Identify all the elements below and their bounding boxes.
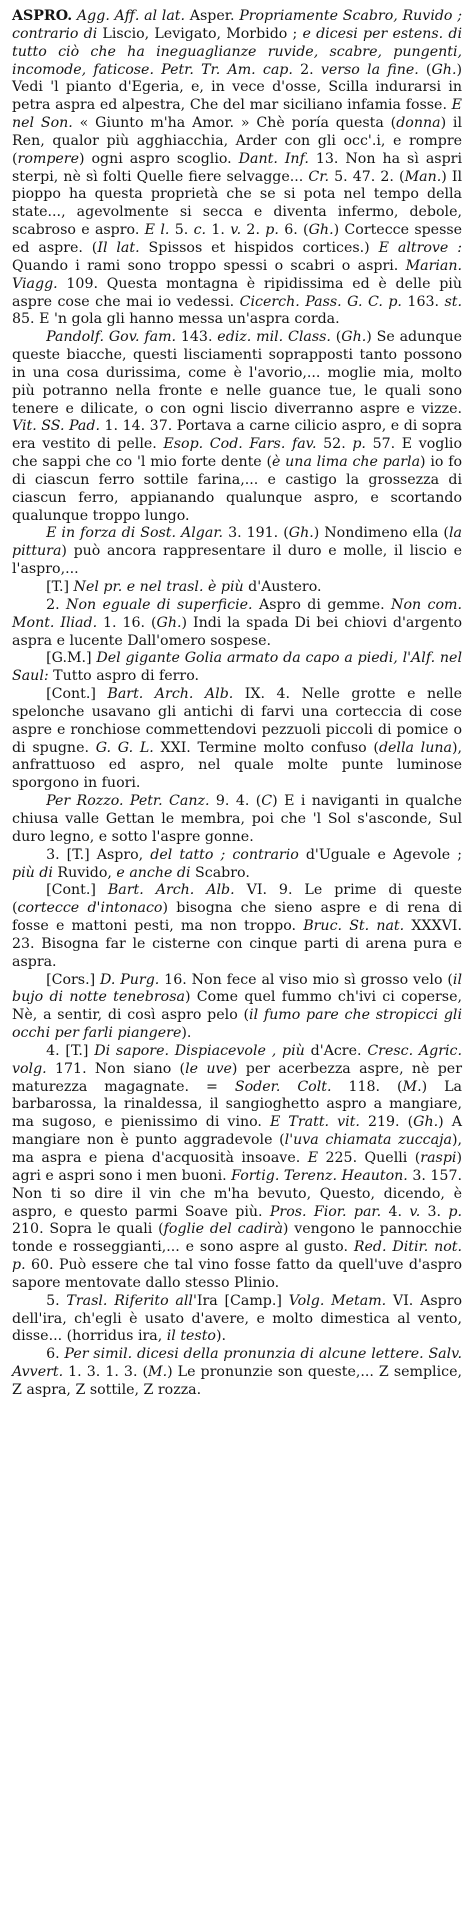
entry-aspro (12, 8, 462, 1400)
text-run: 1. (206, 222, 231, 239)
text-run: 16. Non fece al viso mio sì grosso velo ( (159, 971, 453, 988)
entry-paragraph (12, 579, 462, 597)
italic-run: Red. Ditir. not. p. (12, 1239, 462, 1274)
italic-run: C (261, 793, 273, 810)
italic-run: E nel Son. (12, 97, 462, 132)
italic-run: Propriamente Scabro, Ruvido ; contrario di (12, 8, 462, 42)
italic-run: Volg. Metam. (288, 1292, 387, 1309)
text-run: 2. (292, 61, 321, 78)
text-run: 57. E voglio che sappi che co 'l mio forte dente ( (12, 436, 462, 471)
text-run: ), anfrattuoso ed aspro, nel quale molte punte luminose sporgono in fuori. (12, 739, 462, 792)
italic-run: del tatto ; contrario (150, 846, 299, 863)
entry-paragraph (12, 1293, 462, 1347)
text-run: [Cont.] (46, 882, 108, 899)
italic-run: Cicerch. Pass. G. C. p. (239, 293, 402, 310)
headword: ASPRO. (12, 8, 73, 24)
italic-run: c. (193, 222, 207, 239)
italic-run: Bruc. St. nat. (303, 918, 405, 935)
text-run: ). (215, 1328, 227, 1345)
text-run: Spissos et hispidos cortices.) (139, 239, 379, 256)
italic-run: il bujo di notte tenebrosa (12, 971, 462, 1006)
italic-run: Gh. (308, 222, 334, 239)
text-run: 171. Non siano ( (46, 1060, 186, 1077)
text-run: VI. Aspro dell'ira, ch'egli è usato d'avere, e molto dimestica al vento, disse... (horridus ira, (12, 1292, 463, 1345)
text-run: ) Come quel fummo ch'ivi ci coperse, Nè, a sentir, di così aspro pelo ( (12, 989, 462, 1024)
text-run: 85. E 'n gola gli hanno messa un'aspra corda. (12, 311, 340, 328)
entry-paragraph (12, 650, 462, 686)
text-run: Aspro di gemme. (252, 596, 392, 613)
italic-run: Per Rozzo. Petr. Canz. (46, 793, 210, 810)
text-run: 6. (46, 1346, 65, 1363)
text-run: Ira [Camp.] (196, 1292, 289, 1309)
italic-run: Cr. (308, 168, 329, 185)
text-run: [T.] (46, 579, 74, 595)
text-run: 5. (169, 222, 194, 239)
italic-run: il testo (166, 1328, 216, 1345)
text-run: 4. [T.] (46, 1042, 95, 1059)
text-run: ) Nondimeno ella ( (313, 525, 449, 542)
text-run: 210. Sopra le quali ( (12, 1221, 164, 1238)
italic-run: Non eguale di superficie. (66, 596, 253, 613)
text-run: [G.M.] (46, 650, 97, 667)
italic-run: Vit. SS. Pad. (12, 418, 100, 435)
text-run: Asper. (185, 8, 240, 24)
text-run: ). (181, 1025, 192, 1042)
italic-run: Bart. Arch. Alb. (107, 882, 235, 899)
italic-run: Pros. Fior. par. (269, 1203, 382, 1220)
italic-run: Dant. Inf. (238, 150, 309, 167)
text-run: ) Indi la spada Di bei chiovi d'argento aspra e lucente Dall'omero sospese. (12, 614, 462, 649)
italic-run: Esop. Cod. Fars. fav. (163, 436, 317, 453)
text-run: ) La barbarossa, la rinaldessa, il sangioghetto aspro a mangiare, ma sugoso, e pienissimo di vino. (12, 1078, 462, 1131)
text-run: ) A mangiare non è punto aggradevole ( (12, 1114, 462, 1149)
text-run: ( (418, 61, 432, 78)
text-run: 1. 14. 37. Portava a carne cilicio aspro, e di sopra era vestito di pelle. (12, 418, 462, 453)
italic-run: v. (230, 222, 242, 239)
text-run: ) agri e aspri sono i men buoni. (12, 1150, 462, 1184)
text-run: 225. Quelli ( (318, 1150, 421, 1166)
text-run: 1. 16. ( (97, 614, 157, 631)
italic-run: Gh. (431, 61, 457, 78)
text-run: 163. (401, 293, 445, 310)
italic-run: Gh. (288, 525, 314, 542)
italic-run: rompere (17, 150, 79, 167)
text-run: 3. 157. Non ti so dire il vin che m'ha bevuto, Questo, dicendo, è aspro, e questo parmi Soave più. (12, 1167, 462, 1220)
italic-run: l'uva chiamata zuccaja (284, 1132, 452, 1149)
text-run: 109. Questa montagna è ripidissima ed è delle più aspre cose che mai io vedessi. (12, 275, 462, 310)
text-run: 118. ( (331, 1078, 403, 1095)
entry-paragraph (12, 793, 462, 847)
text-run: ) Se adunque queste biacche, questi lisciamenti soprapposti tanto possono in una cosa durissima, come è l'avorio,... moglie mia, molto più potranno nella fronte e nelle guance tue, le quali sono tenere e dilicate, o con ogni liscio diverranno aspre e vizze. (12, 329, 463, 417)
italic-run: G. G. L. (95, 739, 154, 756)
italic-run: cortecce d'intonaco (17, 900, 163, 917)
text-run: ) Cortecce spesse ed aspre. ( (12, 222, 463, 256)
text-run: 5. 47. 2. ( (328, 168, 405, 185)
italic-run: Agg. Aff. al lat. (72, 8, 185, 24)
text-run: XXXVI. 23. Bisogna far le cisterne con cinque parti di arena pura e aspra. (12, 918, 462, 970)
text-run: Tutto aspro di ferro. (48, 668, 200, 685)
entry-paragraph (12, 597, 462, 651)
text-run: 143. (176, 329, 218, 346)
text-run: ) Il pioppo ha questa proprietà che se si pota nel tempo della state..., agevolmente si secca e diventa infermo, debole, scabroso e aspro. (12, 168, 462, 239)
entry-paragraph (12, 329, 462, 525)
italic-run: Fortig. Terenz. Heauton. (231, 1167, 408, 1184)
italic-run: Il lat. (97, 239, 140, 256)
text-run: 2. (241, 222, 266, 239)
italic-run: Man. (404, 168, 442, 185)
text-run: 60. Può essere che tal vino fosse fatto da quell'uve d'aspro sapore mentovate dallo stesso Plinio. (12, 1257, 462, 1291)
entry-paragraph (12, 972, 462, 1043)
italic-run: p. (352, 436, 366, 453)
italic-run: è una lima che parla (272, 454, 421, 471)
italic-run: D. Purg. (100, 971, 160, 988)
italic-run: la pittura (12, 525, 462, 560)
italic-run: più di (12, 864, 53, 881)
italic-run: E (307, 1150, 319, 1166)
text-run: d'Uguale e Agevole ; (298, 846, 463, 863)
text-run: Scabro. (190, 864, 250, 881)
text-run: [Cont.] (46, 686, 108, 703)
italic-run: M. (402, 1078, 422, 1095)
italic-run: Pandolf. Gov. fam. (46, 329, 177, 346)
text-run: 3. [T.] Aspro, (46, 846, 151, 863)
text-run: ) può ancora rappresentare il duro e molle, il liscio e l'aspro,... (12, 543, 462, 578)
italic-run: il fumo pare che stropicci gli occhi per farli piangere (12, 1007, 463, 1042)
italic-run: Nel pr. e nel trasl. è più (73, 579, 244, 595)
italic-run: E altrove : (378, 239, 463, 256)
text-run: XXI. Termine molto confuso ( (153, 739, 379, 756)
italic-run: raspi (420, 1150, 457, 1166)
text-run: [Cors.] (46, 971, 100, 988)
text-run: ) Le pronunzie son queste,... Z semplice, Z aspra, Z sottile, Z rozza. (12, 1364, 462, 1398)
text-run: Liscio, Levigato, Morbido ; (97, 25, 303, 42)
italic-run: le uve (185, 1060, 232, 1077)
italic-run: Gh. (341, 329, 367, 346)
text-run: 3. (420, 1203, 449, 1220)
italic-run: p. (265, 222, 279, 239)
italic-run: foglie del cadirà (163, 1221, 283, 1238)
italic-run: M. (148, 1364, 168, 1381)
italic-run: Soder. Colt. (234, 1078, 332, 1095)
text-run: 1. 3. 1. 3. ( (63, 1364, 149, 1381)
italic-run: Non com. Mont. Iliad. (12, 596, 462, 631)
italic-run: verso la fine. (320, 61, 419, 78)
text-run: 2. (46, 596, 67, 613)
entry-paragraph (12, 1346, 462, 1400)
text-run: ), ma aspra e piena d'acquosità insoave. (12, 1132, 462, 1166)
text-run: 3. 191. ( (223, 525, 289, 542)
text-run: ) per acerbezza aspre, nè per maturezza magagnate. = (12, 1060, 462, 1095)
italic-run: Del gigante Golia armato da capo a piedi, l'Alf. nel Saul: (12, 650, 462, 685)
entry-paragraph (12, 1043, 462, 1293)
entry-paragraph (12, 882, 462, 971)
italic-run: v. (409, 1203, 421, 1220)
text-run: 52. (316, 436, 353, 453)
text-run: ) vengono le pannocchie tonde e rosseggianti,... e sono aspre al gusto. (12, 1221, 463, 1256)
text-run: 219. ( (359, 1114, 414, 1131)
text-run: ) bisogna che sieno aspre e di rena di fosse e mattoni pesti, ma non troppo. (12, 900, 462, 935)
text-run: ) il Ren, qualor più agghiacchia, Arder con gli occ'.i, e rompre ( (12, 115, 462, 167)
entry-paragraph (12, 686, 462, 793)
entry-paragraph (12, 847, 462, 883)
text-run: 6. ( (278, 222, 309, 239)
text-run: ) io fo di ciascun ferro sottile farina,... e castigo la grossezza di ciascun ferro, appianando qualunque aspro, e scortando qualunque troppo lungo. (12, 454, 462, 524)
italic-run: della luna (378, 739, 452, 756)
text-run: 13. Non ha sì aspri sterpi, nè sì folti Quelle fiere selvagge... (12, 150, 462, 185)
text-run: d'Acre. (304, 1042, 368, 1059)
italic-run: E Tratt. vit. (270, 1114, 360, 1131)
italic-run: Gh. (156, 614, 182, 631)
text-run: Ruvido, (52, 864, 117, 881)
text-run: d'Austero. (243, 579, 322, 595)
italic-run: Trasl. Riferito all' (66, 1292, 197, 1309)
text-run: Quando i rami sono troppo spessi o scabri o aspri. (12, 257, 406, 274)
italic-run: p. (448, 1203, 462, 1220)
text-run: IX. 4. Nelle grotte e nelle spelonche usavano gli antichi di farvi una corteccia di cose aspre e ronchiose commettendovi pezzuoli piccoli di pomice o di spugne. (12, 686, 462, 756)
italic-run: donna (396, 115, 441, 132)
entry-paragraph (12, 8, 462, 329)
italic-run: e dicesi per estens. di tutto ciò che ha ineguaglianze ruvide, scabre, pungenti, incomode, faticose. Petr. Tr. Am. cap. (12, 25, 462, 78)
italic-run: Di sapore. Dispiacevole , più (94, 1042, 305, 1059)
text-run: « Giunto m'ha Amor. » Chè poría questa ( (72, 115, 397, 132)
text-run: ) Vedi 'l pianto d'Egeria, e, in vece d'osse, Scilla indurarsi in petra aspra ed alpestra, Che del mar siciliano infamia fosse. (12, 61, 462, 114)
italic-run: st. (444, 293, 463, 310)
italic-run: Bart. Arch. Alb. (107, 686, 234, 703)
italic-run: Cresc. Agric. volg. (12, 1042, 463, 1077)
entry-paragraph (12, 525, 462, 579)
text-run: 9. 4. ( (209, 793, 262, 810)
italic-run: ediz. mil. Class. (217, 329, 331, 346)
text-run: VI. 9. Le prime di queste ( (12, 882, 462, 917)
italic-run: Per simil. dicesi della pronunzia di alcune lettere. Salv. Avvert. (12, 1346, 463, 1381)
text-run: ) ogni aspro scoglio. (78, 150, 239, 167)
text-run: ( (330, 329, 342, 346)
italic-run: E in forza di Sost. Algar. (46, 525, 224, 542)
italic-run: Gh. (413, 1114, 439, 1131)
italic-run: Marian. Viagg. (12, 257, 462, 292)
text-run: 4. (381, 1203, 410, 1220)
text-run: ) E i naviganti in qualche chiusa valle Gettan le membra, poi che 'l Sol s'asconde, Sul duro legno, e sotto l'aspre gonne. (12, 793, 462, 845)
italic-run: E l. (144, 222, 170, 239)
text-run: 5. (46, 1292, 67, 1309)
italic-run: e anche di (116, 864, 191, 881)
